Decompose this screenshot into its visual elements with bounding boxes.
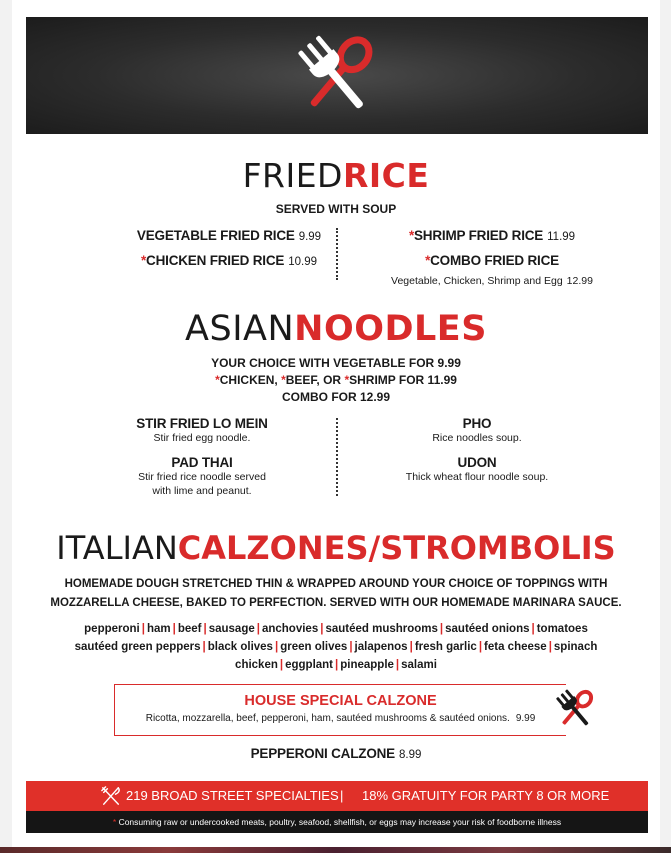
column-divider [336, 418, 338, 496]
toppings-line-2 [42, 638, 630, 656]
item-desc: Stir fried rice noodle served [138, 471, 266, 483]
fork-knife-icon [100, 786, 122, 806]
fried-rice-title-red: RICE [342, 156, 430, 195]
item-name: SHRIMP FRIED RICE [414, 228, 544, 243]
item-name: UDON [457, 455, 497, 470]
item-name: PEPPERONI CALZONE [250, 746, 395, 761]
topping-item: sautéed onions [445, 623, 530, 635]
topping-item: spinach [553, 641, 598, 653]
item-name: VEGETABLE FRIED RICE [136, 228, 295, 243]
topping-separator: | [409, 641, 413, 653]
menu-item [119, 252, 339, 270]
topping-item: black olives [207, 641, 273, 653]
topping-item: sautéed mushrooms [325, 623, 438, 635]
noodles-line1: YOUR CHOICE WITH VEGETABLE FOR 9.99 [211, 356, 461, 370]
footer-divider: | [340, 788, 344, 803]
item-star: * [140, 253, 147, 268]
noodles-title [12, 309, 660, 349]
noodles-beef: BEEF, OR [285, 373, 345, 387]
topping-separator: | [256, 623, 260, 635]
header-banner [26, 17, 648, 134]
menu-item [367, 252, 617, 289]
topping-separator: | [335, 659, 339, 671]
item-desc: Stir fried egg noodle. [153, 432, 251, 444]
bottom-decor-strip [0, 847, 671, 853]
calzones-title [12, 529, 660, 567]
item-name: CHICKEN FRIED RICE [146, 253, 285, 268]
item-desc: Rice noodles soup. [432, 432, 522, 444]
topping-separator: | [274, 641, 279, 653]
topping-separator: | [172, 623, 176, 635]
fried-rice-title [12, 156, 660, 195]
noodles-title-light: ASIAN [185, 309, 295, 349]
topping-item: fresh garlic [414, 641, 477, 653]
item-star: * [425, 253, 431, 268]
topping-item: sausage [208, 623, 255, 635]
topping-item: sautéed green peppers [74, 641, 201, 653]
toppings-line-3 [42, 656, 630, 674]
item-price: 9.99 [298, 231, 322, 243]
topping-item: tomatoes [536, 623, 588, 635]
menu-page [12, 0, 660, 853]
topping-separator: | [320, 623, 324, 635]
topping-separator: | [349, 641, 353, 653]
topping-separator: | [478, 641, 483, 653]
special-desc-row [115, 713, 566, 724]
topping-item: beef [177, 623, 202, 635]
calzones-intro-2: MOZZARELLA CHEESE, BAKED TO PERFECTION. SERVED WITH OUR HOMEMADE MARINARA SAUCE. [50, 597, 622, 609]
special-desc: Ricotta, mozzarella, beef, pepperoni, ham, sautéed mushrooms & sautéed onions. [145, 713, 510, 724]
item-price: 12.99 [566, 275, 593, 287]
item-star: * [408, 228, 414, 243]
house-special-box [114, 684, 566, 736]
calzones-title-red: CALZONES/STROMBOLIS [177, 529, 616, 567]
calzones-intro-1: HOMEMADE DOUGH STRETCHED THIN & WRAPPED AROUND YOUR CHOICE OF TOPPINGS WITH [64, 578, 608, 590]
noodles-chicken: CHICKEN, [219, 373, 282, 387]
menu-item [382, 455, 572, 484]
disclaimer-star: * [112, 817, 117, 827]
topping-item: pineapple [340, 659, 394, 671]
footer-disclaimer: Consuming raw or undercooked meats, poultry, seafood, shellfish, or eggs may increase your risk of foodborne illness [118, 817, 562, 827]
footer-gratuity: 18% GRATUITY FOR PARTY 8 OR MORE [362, 788, 610, 803]
menu-item [382, 416, 572, 445]
item-price: 8.99 [398, 749, 422, 761]
item-price: 11.99 [547, 231, 576, 243]
topping-item: anchovies [261, 623, 319, 635]
topping-separator: | [202, 641, 206, 653]
item-desc: Thick wheat flour noodle soup. [405, 471, 549, 483]
calzones-title-light: ITALIAN [56, 529, 178, 567]
toppings-line-1 [42, 620, 630, 638]
fried-rice-title-light: FRIED [242, 156, 343, 195]
item-desc: Vegetable, Chicken, Shrimp and Egg [391, 275, 563, 287]
topping-separator: | [203, 623, 207, 635]
special-name: HOUSE SPECIAL CALZONE [244, 693, 437, 709]
topping-item: chicken [235, 659, 278, 671]
topping-separator: | [141, 623, 145, 635]
item-desc: with lime and peanut. [152, 485, 252, 497]
item-name: PAD THAI [171, 455, 233, 470]
menu-item [112, 455, 292, 498]
topping-item: eggplant [285, 659, 334, 671]
topping-item: salami [401, 659, 437, 671]
topping-separator: | [279, 659, 284, 671]
topping-item: green olives [280, 641, 348, 653]
fork-spoon-icon [550, 688, 600, 732]
fork-spoon-icon [286, 32, 386, 122]
fried-rice-subtitle: SERVED WITH SOUP [275, 202, 397, 216]
topping-item: feta cheese [484, 641, 547, 653]
footer-disclaimer-bar [26, 811, 648, 833]
footer-specialties: 219 BROAD STREET SPECIALTIES [126, 788, 339, 803]
menu-item [112, 416, 292, 445]
topping-item: pepperoni [84, 623, 140, 635]
menu-item [119, 227, 339, 245]
topping-item: jalapenos [354, 641, 408, 653]
topping-separator: | [395, 659, 400, 671]
footer-bar [26, 781, 648, 811]
item-price: 10.99 [288, 256, 317, 268]
menu-item [12, 745, 660, 763]
topping-item: ham [146, 623, 171, 635]
topping-separator: | [439, 623, 444, 635]
noodles-line3: COMBO FOR 12.99 [281, 390, 391, 404]
topping-separator: | [531, 623, 535, 635]
special-price: 9.99 [515, 713, 536, 724]
menu-item [367, 227, 617, 245]
noodles-title-red: NOODLES [294, 309, 487, 349]
item-name: STIR FRIED LO MEIN [136, 416, 268, 431]
item-name: COMBO FRIED RICE [430, 253, 559, 268]
noodles-line2: *CHICKEN, *BEEF, OR *SHRIMP FOR 11.99 [215, 373, 457, 387]
topping-separator: | [548, 641, 552, 653]
noodles-shrimp: SHRIMP FOR 11.99 [349, 373, 457, 387]
column-divider [336, 228, 338, 280]
item-name: PHO [462, 416, 492, 431]
